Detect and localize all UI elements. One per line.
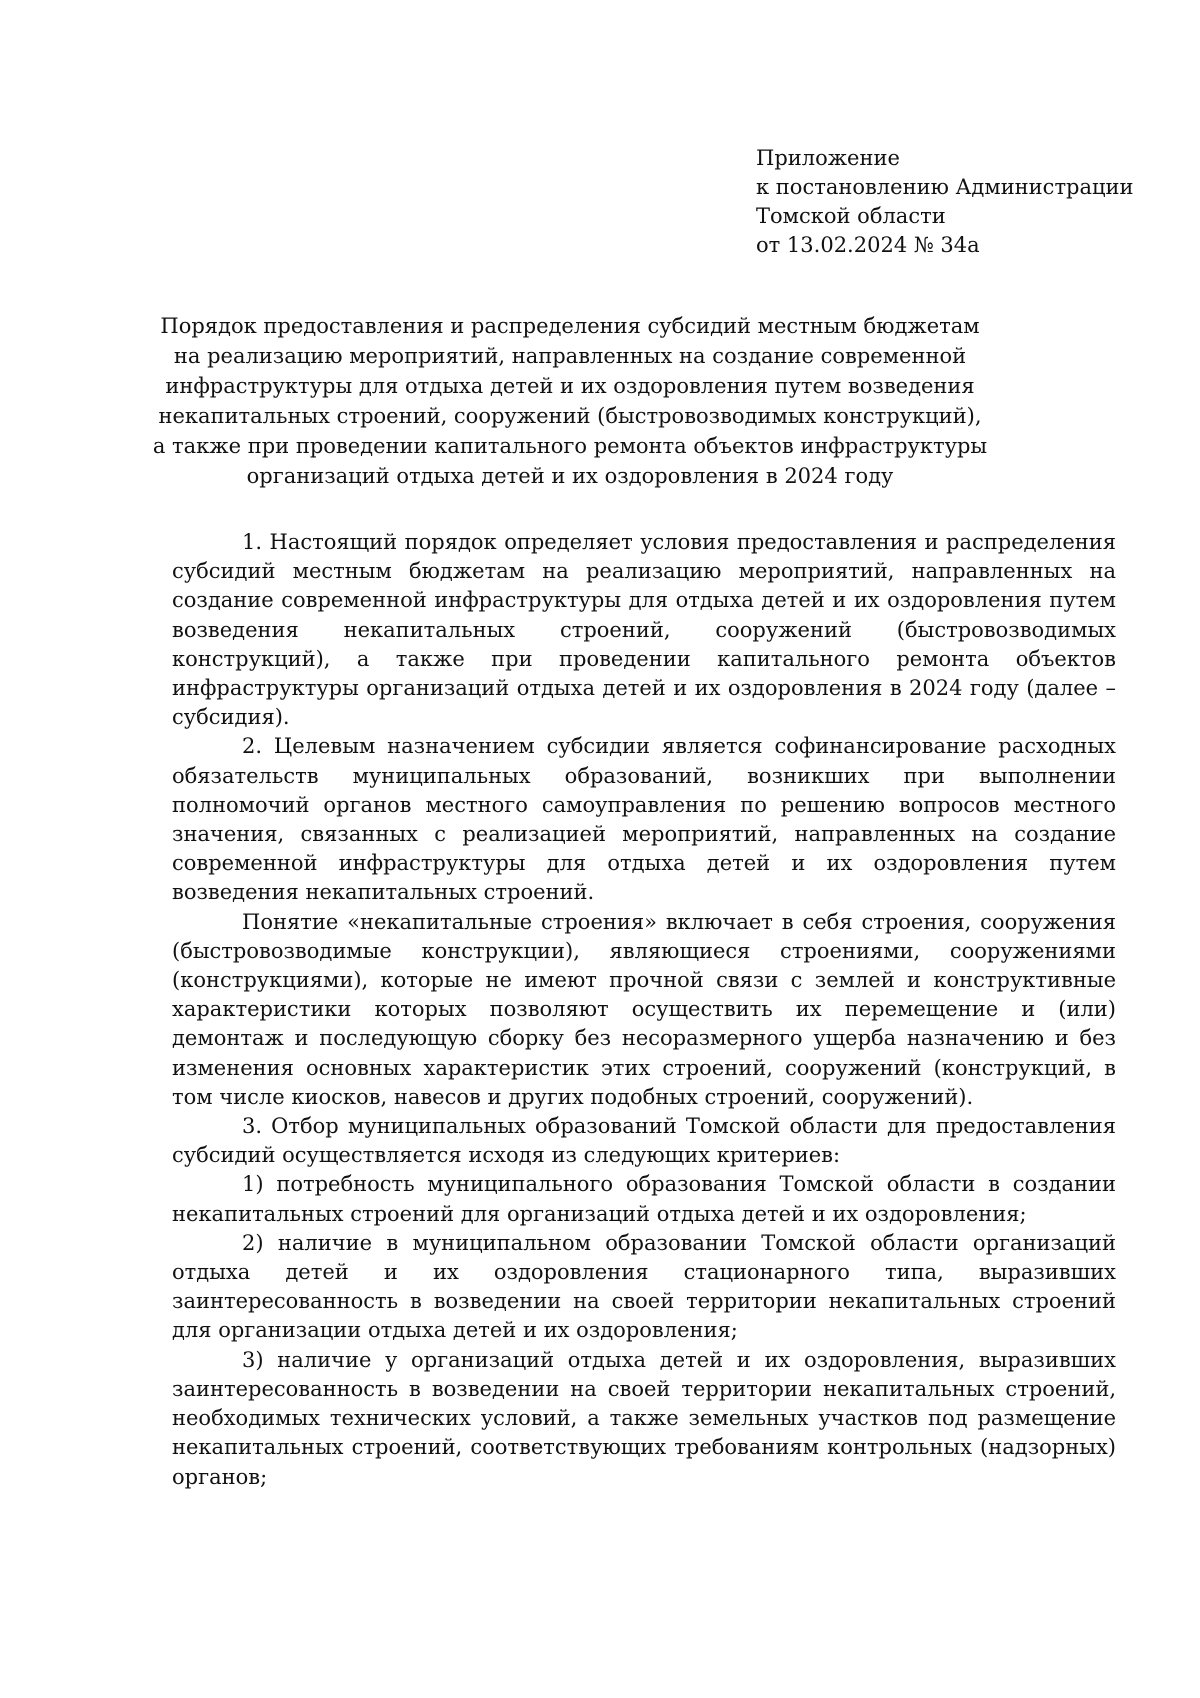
- document-body: [172, 528, 1116, 1492]
- appendix-line: к постановлению Администрации: [756, 175, 1134, 199]
- appendix-line: Приложение: [756, 146, 900, 170]
- title-line: некапитальных строений, сооружений (быстровозводимых конструкций),: [158, 404, 982, 428]
- criterion-1: 1) потребность муниципального образования Томской области в создании некапитальных строений для организаций отдыха детей и их оздоровления;: [172, 1172, 1116, 1226]
- title-line: инфраструктуры для отдыха детей и их оздоровления путем возведения: [165, 374, 975, 398]
- paragraph-1: 1. Настоящий порядок определяет условия предоставления и распределения субсидий местным бюджетам на реализацию мероприятий, направленных на создание современной инфраструктуры для отдыха детей и их оздоровления путем возведения некапитальных строений, сооружений (быстровозводимых конструкций), а также при проведении капитального ремонта объектов инфраструктуры организаций отдыха детей и их оздоровления в 2024 году (далее – субсидия).: [172, 530, 1116, 730]
- paragraph-3: 3. Отбор муниципальных образований Томской области для предоставления субсидий осуществляется исходя из следующих критериев:: [172, 1114, 1116, 1168]
- criterion-2: 2) наличие в муниципальном образовании Томской области организаций отдыха детей и их оздоровления стационарного типа, выразивших заинтересованность в возведении на своей территории некапитальных строений для организации отдыха детей и их оздоровления;: [172, 1230, 1116, 1343]
- paragraph-definition: Понятие «некапитальные строения» включает в себя строения, сооружения (быстровозводимые конструкции), являющиеся строениями, сооружениями (конструкциями), которые не имеют прочной связи с землей и конструктивные характеристики которых позволяют осуществить их перемещение и (или) демонтаж и последующую сборку без несоразмерного ущерба назначению и без изменения основных характеристик этих строений, сооружений (конструкций, в том числе киосков, навесов и других подобных строений, сооружений).: [172, 909, 1116, 1109]
- appendix-header: [756, 144, 1156, 260]
- criterion-3: 3) наличие у организаций отдыха детей и их оздоровления, выразивших заинтересованность в возведении на своей территории некапитальных строений, необходимых технических условий, а также земельных участков под размещение некапитальных строений, соответствующих требованиям контрольных (надзорных) органов;: [172, 1347, 1116, 1489]
- appendix-line: Томской области: [756, 204, 946, 228]
- title-line: на реализацию мероприятий, направленных на создание современной: [173, 344, 967, 368]
- appendix-date-number: от 13.02.2024 № 34а: [756, 233, 980, 257]
- title-line: организаций отдыха детей и их оздоровления в 2024 году: [246, 464, 894, 488]
- document-title: [150, 311, 990, 491]
- paragraph-2: 2. Целевым назначением субсидии является софинансирование расходных обязательств муниципальных образований, возникших при выполнении полномочий органов местного самоуправления по решению вопросов местного значения, связанных с реализацией мероприятий, направленных на создание современной инфраструктуры для отдыха детей и их оздоровления путем возведения некапитальных строений.: [172, 734, 1116, 905]
- title-line: а также при проведении капитального ремонта объектов инфраструктуры: [152, 434, 988, 458]
- title-line: Порядок предоставления и распределения субсидий местным бюджетам: [160, 314, 980, 338]
